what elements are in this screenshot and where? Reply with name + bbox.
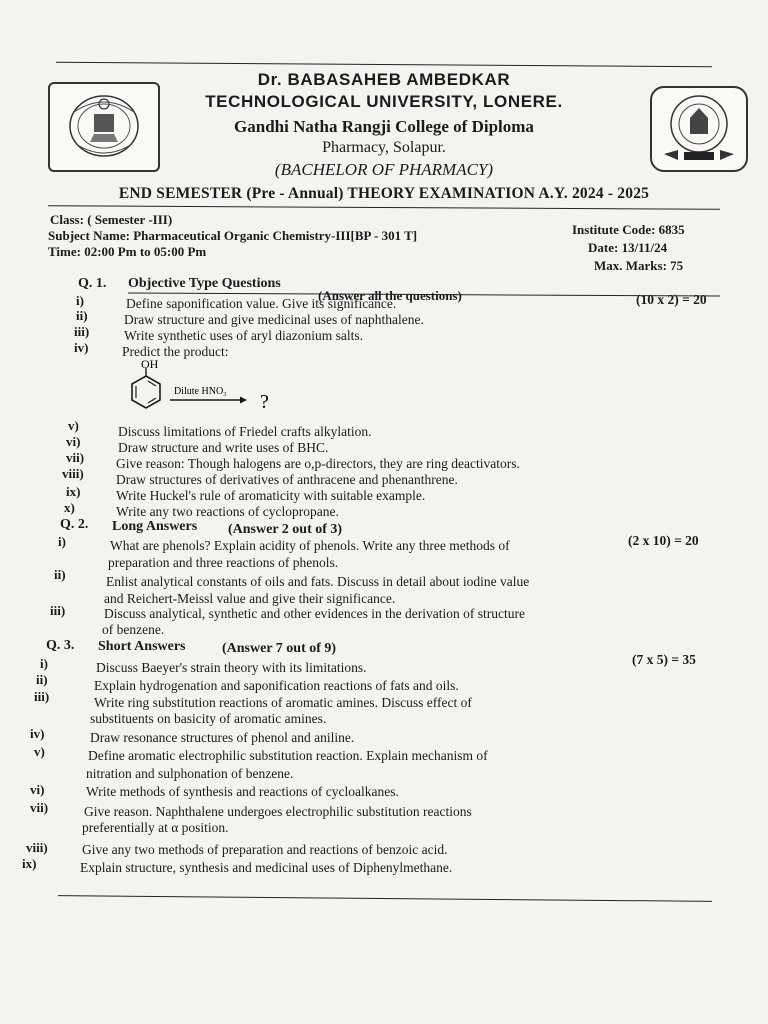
q3-item-text: Draw resonance structures of phenol and aniline. [90,730,355,745]
q3-item-text: Define aromatic electrophilic substitution reaction. Explain mechanism of [88,748,488,763]
q1-item-text: Give reason: Though halogens are o,p-directors, they are ring deactivators. [116,456,520,471]
q1-item-text: Define saponification value. Give its significance. [126,296,397,311]
q3-item-text: Give reason. Naphthalene undergoes electrophilic substitution reactions [84,804,472,819]
q3-item-text: Write ring substitution reactions of aromatic amines. Discuss effect of [94,695,472,710]
q1-item-text: Write any two reactions of cyclopropane. [116,504,339,519]
q1-item-text: Predict the product: [122,344,229,359]
q1-item-number: iii) [74,324,90,339]
time-info: Time: 02:00 Pm to 05:00 Pm [48,244,207,259]
bottom-rule [58,895,712,902]
q1-marks: (10 x 2) = 20 [636,292,707,307]
q3-item-number: vii) [30,800,49,815]
university-name-line2: TECHNOLOGICAL UNIVERSITY, LONERE. [205,92,563,111]
q3-item-text: Discuss Baeyer's strain theory with its limitations. [96,660,367,675]
phenol-nitration-scheme [126,358,286,422]
q2-item-text-cont: of benzene. [102,622,165,637]
max-marks: Max. Marks: 75 [594,258,684,273]
q3-item-number: iv) [30,726,45,741]
q3-item-text-cont: nitration and sulphonation of benzene. [86,766,294,781]
q3-number: Q. 3. [46,638,75,653]
q2-item-text-cont: and Reichert-Meissl value and give their significance. [104,591,396,606]
q1-item-text: Draw structures of derivatives of anthracene and phenanthrene. [116,472,458,487]
college-name-line1: Gandhi Natha Rangji College of Diploma [234,117,534,136]
q1-instruction: (Answer all the questions) [318,288,462,303]
q3-title: Short Answers [98,639,186,654]
arrow-head-icon [240,397,247,404]
q3-item-number: ii) [36,672,48,687]
q3-item-number: ix) [22,856,37,871]
q1-item-text: Write Huckel's rule of aromaticity with suitable example. [116,488,426,503]
q2-item-text: Discuss analytical, synthetic and other evidences in the derivation of structure [104,606,525,621]
product-placeholder: ? [260,391,269,413]
q3-item-number: i) [40,656,48,671]
q3-item-number: iii) [34,689,50,704]
exam-date: Date: 13/11/24 [588,240,668,255]
q1-item-number: x) [64,500,75,515]
q3-instruction: (Answer 7 out of 9) [222,641,337,656]
q3-item-text-cont: preferentially at α position. [82,820,229,835]
q3-item-number: vi) [30,782,45,797]
q1-item-text: Draw structure and give medicinal uses of naphthalene. [124,312,424,327]
q1-item-number: ix) [66,484,81,499]
q3-item-text-cont: substituents on basicity of aromatic amines. [90,711,327,726]
q1-number: Q. 1. [78,276,107,291]
exam-title: END SEMESTER (Pre - Annual) THEORY EXAMINATION A.Y. 2024 - 2025 [118,185,650,202]
q1-item-text: Write synthetic uses of aryl diazonium salts. [124,328,364,343]
q2-marks: (2 x 10) = 20 [628,533,699,548]
q2-number: Q. 2. [60,517,89,532]
q1-item-number: ii) [76,308,88,323]
q2-item-text: Enlist analytical constants of oils and fats. Discuss in detail about iodine value [106,574,530,589]
q3-item-text: Explain structure, synthesis and medicinal uses of Diphenylmethane. [80,860,453,875]
q2-item-number: iii) [50,603,66,618]
college-name-line2: Pharmacy, Solapur. [322,139,446,156]
institute-code: Institute Code: 6835 [572,222,685,237]
hydroxyl-group: OH [141,358,159,371]
q3-item-number: viii) [26,840,48,855]
q2-title: Long Answers [112,519,198,534]
q2-item-text-cont: preparation and three reactions of phenols. [108,555,339,570]
top-rule [56,62,712,68]
q1-item-number: vii) [66,450,85,465]
q3-item-text: Explain hydrogenation and saponification reactions of fats and oils. [94,678,459,693]
q3-marks: (7 x 5) = 35 [632,652,696,667]
university-name-line1: Dr. BABASAHEB AMBEDKAR [257,70,511,89]
q3-item-text: Give any two methods of preparation and reactions of benzoic acid. [82,842,448,857]
q1-item-number: iv) [74,340,89,355]
subject-info: Subject Name: Pharmaceutical Organic Chemistry-III[BP - 301 T] [48,228,418,243]
q2-instruction: (Answer 2 out of 3) [228,522,343,537]
q1-item-text: Discuss limitations of Friedel crafts alkylation. [118,424,372,439]
reagent-label: Dilute HNO₃ [174,386,227,397]
q2-item-text: What are phenols? Explain acidity of phenols. Write any three methods of [110,538,510,553]
class-info: Class: ( Semester -III) [50,212,173,227]
q3-item-text: Write methods of synthesis and reactions of cycloalkanes. [86,784,399,799]
q1-item-text: Draw structure and write uses of BHC. [118,440,329,455]
header-divider [48,205,720,210]
q1-item-number: i) [76,293,84,308]
q2-item-number: ii) [54,567,66,582]
q1-item-number: vi) [66,434,81,449]
q1-title: Objective Type Questions [128,276,281,291]
q2-item-number: i) [58,534,66,549]
q1-item-number: viii) [62,466,84,481]
q3-item-number: v) [34,744,45,759]
program-name: (BACHELOR OF PHARMACY) [274,160,494,179]
q1-item-number: v) [68,418,79,433]
